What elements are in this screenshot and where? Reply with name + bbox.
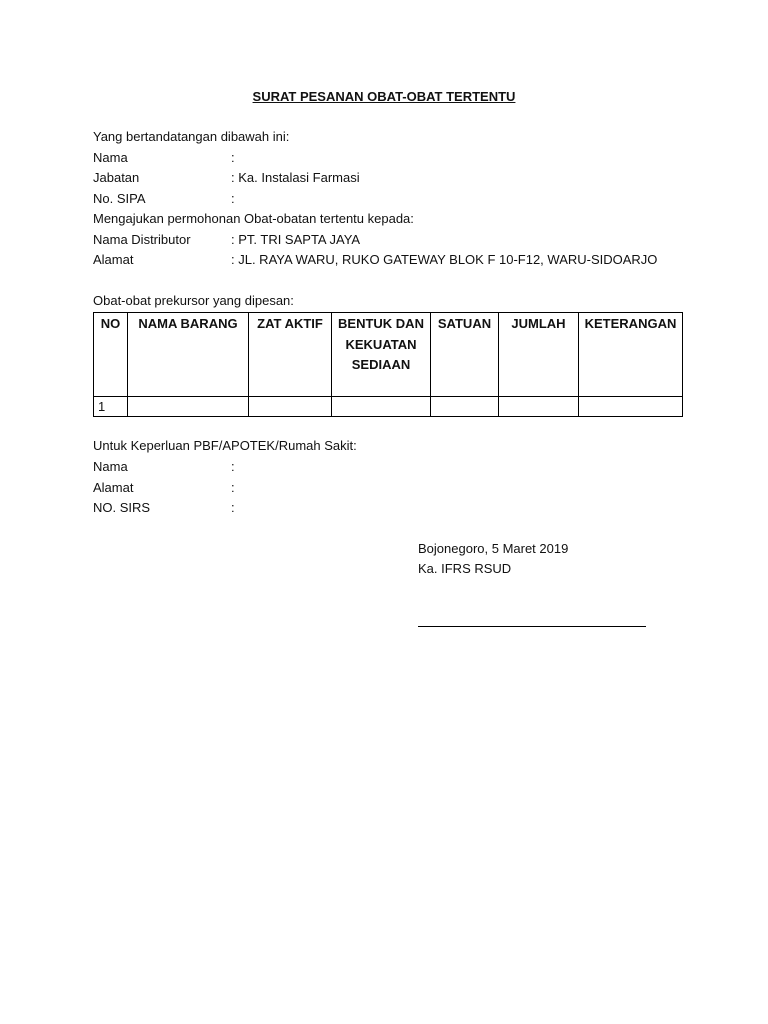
row-form-strength-cell: [332, 397, 431, 417]
purpose-name-value: :: [231, 459, 235, 474]
header-form-strength: BENTUK DAN KEKUATAN SEDIAAN: [332, 313, 431, 397]
purpose-text: Untuk Keperluan PBF/APOTEK/Rumah Sakit:: [93, 438, 357, 453]
purpose-sirs-label: NO. SIRS: [93, 500, 151, 515]
row-active-substance-cell: [249, 397, 332, 417]
header-active-substance: ZAT AKTIF: [249, 313, 332, 397]
header-notes: KETERANGAN: [579, 313, 683, 397]
distributor-address-value: : JL. RAYA WARU, RUKO GATEWAY BLOK F 10-F12, WARU-SIDOARJO: [231, 252, 658, 267]
row-notes-cell: [579, 397, 683, 417]
row-no-cell: 1: [94, 397, 128, 417]
purpose-address-label: Alamat: [93, 480, 134, 495]
header-unit: SATUAN: [431, 313, 499, 397]
distributor-name-value: : PT. TRI SAPTA JAYA: [231, 232, 361, 247]
signature-place-date: Bojonegoro, 5 Maret 2019: [418, 541, 569, 556]
purpose-sirs-value: :: [231, 500, 235, 515]
row-item-name-cell: [128, 397, 249, 417]
intro-text: Yang bertandatangan dibawah ini:: [93, 129, 290, 144]
header-quantity: JUMLAH: [499, 313, 579, 397]
row-quantity-cell: [499, 397, 579, 417]
table-caption: Obat-obat prekursor yang dipesan:: [93, 293, 294, 308]
distributor-address-label: Alamat: [93, 252, 134, 267]
signature-position: Ka. IFRS RSUD: [418, 561, 512, 576]
signer-sipa-label: No. SIPA: [93, 191, 146, 206]
request-text: Mengajukan permohonan Obat-obatan tertentu kepada:: [93, 211, 414, 226]
signer-position-label: Jabatan: [93, 170, 140, 185]
header-no: NO: [94, 313, 128, 397]
purpose-name-label: Nama: [93, 459, 128, 474]
signer-name-value: :: [231, 150, 235, 165]
table-row: [94, 397, 683, 417]
distributor-name-label: Nama Distributor: [93, 232, 191, 247]
signer-name-label: Nama: [93, 150, 128, 165]
purpose-address-value: :: [231, 480, 235, 495]
signature-line: [418, 626, 646, 627]
row-unit-cell: [431, 397, 499, 417]
header-item-name: NAMA BARANG: [128, 313, 249, 397]
signer-sipa-value: :: [231, 191, 235, 206]
document-title: SURAT PESANAN OBAT-OBAT TERTENTU: [252, 89, 516, 104]
signer-position-value: : Ka. Instalasi Farmasi: [231, 170, 360, 185]
table-header-row: [94, 313, 683, 397]
order-table: [93, 312, 683, 417]
